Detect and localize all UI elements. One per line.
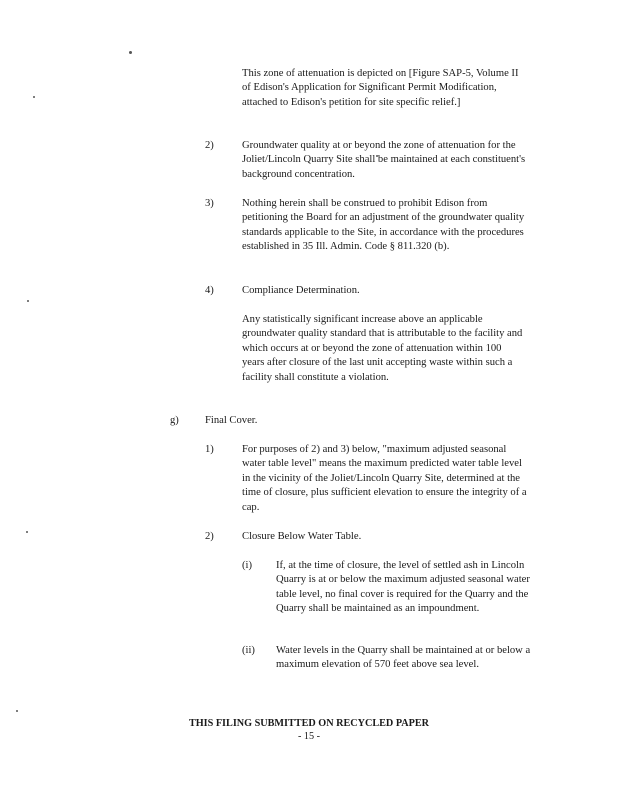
- item-text: For purposes of 2) and 3) below, "maximum adjusted seasonal water table level" means the maximum predicted water table level in the vicinity of the Joliet/Lincoln Quarry Site, determined at the time of closure, plus sufficient elevation to ensure the integrity of a cap.: [242, 444, 527, 513]
- item-number: 2): [205, 531, 214, 542]
- subitem-number: (ii): [242, 645, 255, 656]
- item-text: Closure Below Water Table.: [242, 531, 362, 542]
- scan-speck: [33, 96, 35, 98]
- section-letter: g): [170, 415, 179, 426]
- scan-speck: [27, 300, 29, 302]
- item-number: 4): [205, 285, 214, 296]
- scan-speck: [16, 710, 18, 712]
- subitem-text: If, at the time of closure, the level of settled ash in Lincoln Quarry is at or below the maximum adjusted seasonal water table level, no final cover is required for the Quarry and the Quarry shall be maintained as an impoundment.: [276, 560, 530, 615]
- item-text: Groundwater quality at or beyond the zone of attenuation for the Joliet/Lincoln Quarry Site shall be maintained at each constituent's background concentration.: [242, 140, 526, 180]
- scan-speck: [129, 51, 132, 54]
- recycled-paper-notice: THIS FILING SUBMITTED ON RECYCLED PAPER: [188, 718, 430, 729]
- page-number: - 15 -: [297, 731, 321, 742]
- item-number: 2): [205, 140, 214, 151]
- subitem-number: (i): [242, 560, 252, 571]
- subitem-text: Water levels in the Quarry shall be maintained at or below a maximum elevation of 570 feet above sea level.: [276, 645, 531, 671]
- section-heading: Final Cover.: [205, 415, 258, 426]
- item-body: Any statistically significant increase above an applicable groundwater quality standard that is attributable to the facility and which occurs at or beyond the zone of attenuation within 100 years after closure of the last unit accepting waste within such a facility shall constitute a violation.: [242, 314, 523, 383]
- scan-speck: [26, 531, 28, 533]
- item-heading: Compliance Determination.: [242, 285, 360, 296]
- intro-paragraph: This zone of attenuation is depicted on [Figure SAP-5, Volume II of Edison's Application for Significant Permit Modification, attached to Edison's petition for site specific relief.]: [242, 68, 519, 108]
- item-number: 1): [205, 444, 214, 455]
- item-number: 3): [205, 198, 214, 209]
- item-text: Nothing herein shall be construed to prohibit Edison from petitioning the Board for an adjustment of the groundwater quality standards applicable to the Site, in accordance with the procedures established in 35 Ill. Admin. Code § 811.320 (b).: [242, 198, 525, 253]
